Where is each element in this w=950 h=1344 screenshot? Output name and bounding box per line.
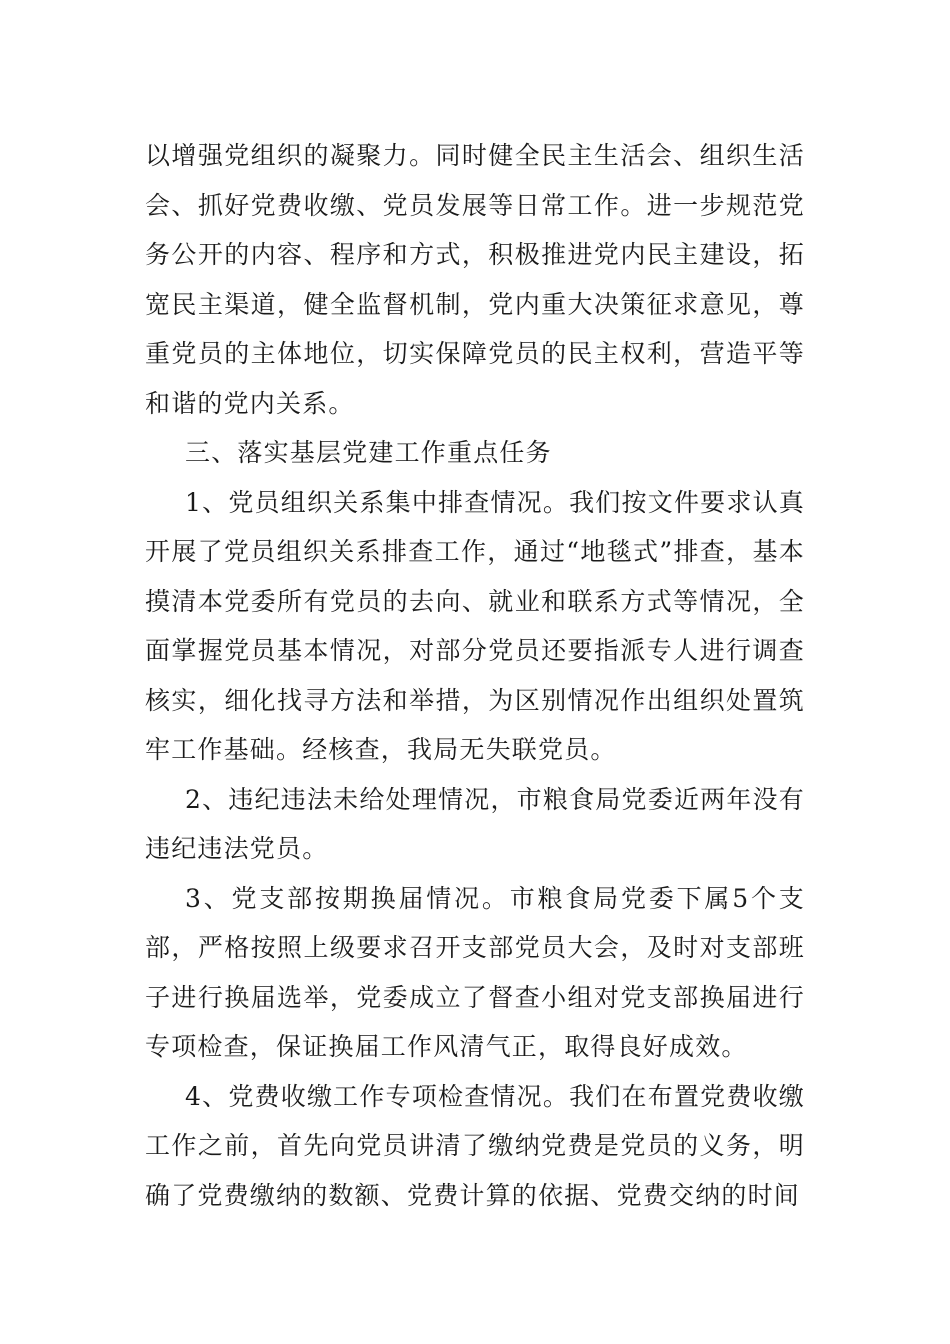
paragraph-continuation: 以增强党组织的凝聚力。同时健全民主生活会、组织生活会、抓好党费收缴、党员发展等日常工作。进一步规范党务公开的内容、程序和方式，积极推进党内民主建设，拓宽民主渠道，健全监督机制，党内重大决策征求意见，尊重党员的主体地位，切实保障党员的民主权利，营造平等和谐的党内关系。 [145, 141, 805, 418]
paragraph-item-1: 1、党员组织关系集中排查情况。我们按文件要求认真开展了党员组织关系排查工作，通过“地毯式”排查，基本摸清本党委所有党员的去向、就业和联系方式等情况，全面掌握党员基本情况，对部分党员还要指派专人进行调查核实，细化找寻方法和举措，为区别情况作出组织处置筑牢工作基础。经核查，我局无失联党员。 [145, 487, 805, 764]
paragraph-item-3: 3、党支部按期换届情况。市粮食局党委下属5个支部，严格按照上级要求召开支部党员大会，及时对支部班子进行换届选举，党委成立了督查小组对党支部换届进行专项检查，保证换届工作风清气正，取得良好成效。 [145, 883, 805, 1061]
document-page [145, 131, 805, 1220]
paragraph-item-4: 4、党费收缴工作专项检查情况。我们在布置党费收缴工作之前，首先向党员讲清了缴纳党费是党员的义务，明确了党费缴纳的数额、党费计算的依据、党费交纳的时间 [145, 1081, 805, 1210]
section-heading: 三、落实基层党建工作重点任务 [185, 438, 552, 467]
paragraph-item-2: 2、违纪违法未给处理情况，市粮食局党委近两年没有违纪违法党员。 [145, 784, 805, 863]
